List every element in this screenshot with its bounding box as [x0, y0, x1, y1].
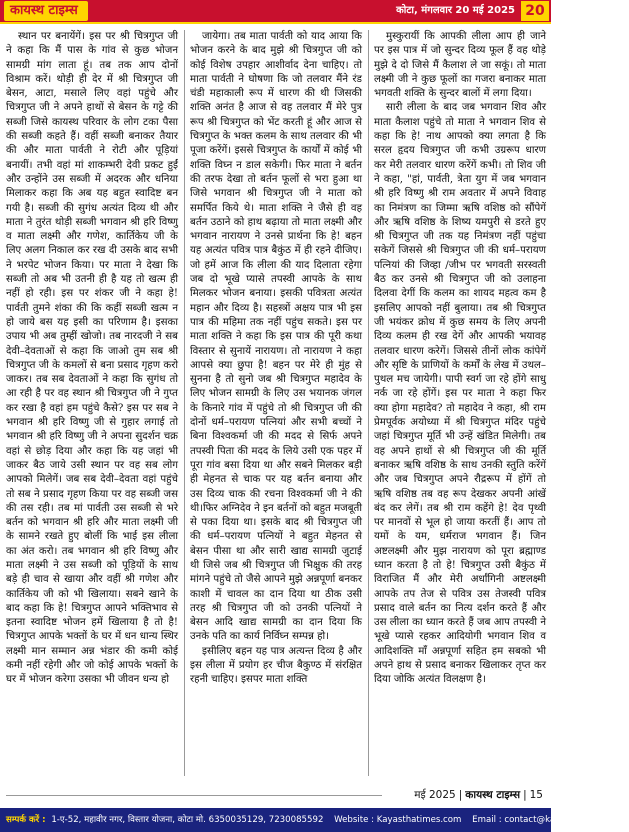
- footer-separator-2: |: [523, 789, 527, 801]
- contact-website: Website : Kayasthatimes.com: [334, 815, 462, 825]
- column-divider-1: [184, 30, 185, 776]
- date-line: कोटा, मंगलवार 20 मई 2025: [396, 5, 515, 16]
- column-3-paragraph-1: मुस्कुरायीं कि आपकी लीला आप ही जाने पर इस पात्र में जो सुन्दर दिव्य फूल हैं वह थोड़े मुझे दे दो जिसे मैं कैलाश ले जा सकूं। तो माता लक्ष्मी जी ने कुछ फूलों का गजरा बनाकर माता भगवती शक्ति के सुन्दर बालों में लगा दिया।: [374, 31, 546, 100]
- masthead-title: कायस्थ टाइम्स: [4, 1, 88, 21]
- column-2-paragraph-1: जायेगा। तब माता पार्वती को याद आया कि भोजन करने के बाद मुझे श्री चित्रगुप्त जी को कोई विशेष उपहार आशीर्वाद देना चाहिए। तो माता पार्वती ने घोषणा कि जो तलवार मैंने रंड चंडी महाकाली रूप में धारण की थी जिसकी शक्ति अनंत है आज से वह तलवार मैं मेरे पुत्र रूप श्री चित्रगुप्त को भेंट करती हूं और आज से चित्रगुप्त के भक्त कलम के साथ तलवार की भी पूजा करेंगें। इससे चित्रगुप्त के कार्यों में कोई भी शक्ति विघ्न न डाल सकेगी। फिर माता ने बर्तन की तरफ देखा तो बर्तन फूलों से भरा हुआ था जिसे भगवान श्री चित्रगुप्त जी ने माता को समर्पित किये थे। माता शक्ति ने जैसे ही वह बर्तन उठाने को हाथ बढ़ाया तो माता लक्ष्मी और भगवान नारायण ने उनसे प्रार्थना कि हे! बहन यह अत्यंत पवित्र पात्र बैकुंठ में ही रहने दीजिए। जो हमें आज कि लीला की याद दिलाता रहेगा जब दो भूखे प्यासे तपस्वी आपके के साथ मिलकर भोजन बनाया। इसकी पवित्रता अत्यंत महान और दिव्य है। सहस्त्रों अक्षय पात्र भी इस पात्र की महिमा तक नहीं पहुंच सकते। इस पर माता शक्ति ने कहा कि इस पात्र की पूरी कथा विस्तार से सुनायें नारायण। तो नारायण ने कहा आपसे क्या छुपा है! बहन पर मेरे ही मुंह से सुनना है तो सुनो जब श्री चित्रगुप्त महादेव के लिए भोजन सामग्री के लिए उस भयानक जंगल के किनारे गांव में पहुंचे तो श्री चित्रगुप्त जी की दोनों धर्म–परायण पत्नियां और सभी बच्चों ने बिना विश्वकर्मा जी की मदद से सिर्फ अपने तपस्वी पिता की मदद के लिये उसी एक पहर में पूरा गांव बसा दिया था और सबने मिलकर बड़ी ही मेहनत से चाक पर यह बर्तन बनाया और उस दिव्य चाक की रचना विश्वकर्मा जी ने की थी।फिर अग्निदेव ने इन बर्तनों को बहुत मजबूती से पका दिया था। इसके बाद श्री चित्रगुप्त जी की धर्म–परायण पत्नियों ने बहुत मेहनत से बेसन पीसा था और सारी खाद्य सामग्री जुटाई थी जिसे जब श्री चित्रगुप्त जी भिक्षुक की तरह मांगने पहुंचे तो जैसे आपने मुझे अन्नपूर्णा बनकर काशी में चावल का दान दिया था ठीक उसी तरह श्री चित्रगुप्त जी को उनकी पत्नियों ने बेसन आदि खाद्य सामग्री का दान दिया कि उनके पति का कार्य निर्विघ्न सम्पन्न हो।: [190, 31, 362, 643]
- page-footer: [414, 788, 543, 802]
- contact-label: सम्पर्क करें :: [6, 815, 46, 825]
- footer-page-number: 15: [529, 789, 543, 801]
- column-2-paragraph-2: इसीलिए बहन यह पात्र अत्यन्त दिव्य है और इस लीला में प्रयोग हर चीज बैकुण्ठ में संरक्षित रहनी चाहिए। इसपर माता शक्ति: [190, 645, 362, 686]
- footer-rule: [6, 795, 382, 796]
- contact-bar: [0, 808, 629, 832]
- footer-paper-name: कायस्थ टाइम्स: [465, 789, 521, 801]
- footer-separator: |: [458, 789, 463, 801]
- footer-month: मई 2025: [414, 789, 456, 801]
- header-divider: [0, 22, 551, 24]
- article-column-1: [6, 30, 178, 776]
- column-divider-2: [368, 30, 369, 776]
- article-column-2: [190, 30, 362, 776]
- header-page-number: 20: [521, 1, 549, 21]
- column-3-paragraph-2: सारी लीला के बाद जब भगवान शिव और माता कैलाश पहुंचे तो माता ने भगवान शिव से कहा कि हे! नाथ आपको क्या लगता है कि सरल हृदय चित्रगुप्त जी कभी उग्ररूप धारण कर मेरी तलवार धारण करेंगें कभी। तो शिव जी ने कहा, "हां, पार्वती, त्रेता युग में जब भगवान श्री हरि विष्णु श्री राम अवतार में अपने विवाह का निमंत्रण का जिम्मा ऋषि वशिष्ठ को सौंपेगें और ऋषि वशिष्ठ के शिष्य यमपुरी से डरते हुए श्री चित्रगुप्त जी तक यह निमंत्रण नहीं पहुंचा सकेगें जिससे श्री चित्रगुप्त जी की धर्म–परायण पत्नियां की जिव्हा /जीभ पर भगवती सरस्वती बैठ कर उनसे श्री चित्रगुप्त जी को उलाहना दिलवा देगीं कि कलम का शायद महत्व कम है इसलिए आपको नहीं बुलाया। तब श्री चित्रगुप्त जी भयंकर क्रोध में कुछ समय के लिए अपनी दिव्य कलम ही रख देगें और आपकी भयावह तलवार धारण करेगें। जिससे तीनों लोक कांपेगें और सृष्टि के प्राणियों के कर्मों के लेख में उथल–पुथल मच जायेगी। पापी स्वर्ग जा रहे होंगे साधु नर्क जा रहे होंगें। इस पर माता ने कहा फिर क्या होगा महादेव? तो महादेव ने कहा, श्री राम प्रेमपूर्वक अयोध्या में श्री चित्रगुप्त मंदिर पहुंचे जहां चित्रगुप्त मूर्ति भी उन्हें खंडित मिलेगी। तब वह अपने हाथों से श्री चित्रगुप्त जी की मूर्ति बनाकर ऋषि वशिष्ठ के साथ उनकी स्तुति करेंगें और जब चित्रगुप्त अपने रौद्ररूप में होंगें तो ऋषि वशिष्ठ तब वह रूप देखकर अपनी आंखें बंद कर लेगें। तब श्री राम कहेंगे हे! देव पृथ्वी पर मानवों से भूल हो जाया करतीं हैं। आप तो यमों के यम, धर्मराज भगवान हैं। जिन अष्टलक्ष्मी और मुझ नारायण को पूरा ब्रह्माण्ड ध्यान करता है तो हे! चित्रगुप्त उसी बैकुंठ में विराजित मैं और मेरी अर्धांगिनी अष्टलक्ष्मी आपके तप तेज से पवित्र उस तेजस्वी पवित्र प्रसाद वाले बर्तन का नित्य दर्शन करते हैं और उस लीला का ध्यान करते हैं जब आप तपस्वी ने भूखे प्यासे रहकर आदियोगी भगवान शिव व आदिशक्ति माँ अन्नपूर्णा सहित हम सबको भी अपने हाथ से प्रसाद बनाकर खिलाकर तृप्त कर दिया जोकि अत्यंत विलक्षण है।: [374, 102, 546, 686]
- column-1-paragraph-1: स्थान पर बनायेंगें। इस पर श्री चित्रगुप्त जी ने कहा कि मैं पास के गांव से कुछ भोजन सामग्री मांग लाता हूं। तब तक आप दोनों विश्राम करें। थोड़ी ही देर में श्री चित्रगुप्त जी बेसन, आटा, मसाले लिए वहां पहुंचे और चित्रगुप्त जी ने अपने हाथों से बेसन के गट्टे की सब्जी जिसे कायस्थ परिवार के लोग टका पैसा की सब्जी कहते हैं। वहीं सब्जी बनाकर तैयार की और माता पार्वती ने रोटी और पूड़ियां बनायीं। तभी वहां मां शाकम्भरी देवी प्रकट हुईं और उन्होंने उस सब्जी में अदरक और धनिया मिलाकर कहा कि अब यह बहुत स्वादिष्ट बन गयी है। सब्जी की सुगंध अत्यंत दिव्य थी और माता ने तुरंत थोड़ी सब्जी भगवान श्री हरि विष्णु व माता लक्ष्मी और गणेश, कार्तिकेय जी के लिए अलग निकाल कर रख दी उसके बाद सभी ने भरपेट भोजन किया। पर माता ने देखा कि सब्जी तो अब भी उतनी ही है यह तो खत्म ही नहीं हो रही। इस पर शंकर जी ने कहा हे! पार्वती तुमने शंका की कि कहीं सब्जी खत्म न हो जाये बस यह इसी का परिणाम है। इसका उपाय भी अब तुम्हीं खोजो। तब नारदजी ने सब देवी–देवताओं से कहा कि जाओ तुम सब श्री चित्रगुप्त जी के कमलों से बना प्रसाद गृहण करो जाकर। तब सब देवताओं ने कहा कि सुगंध तो आ रही है पर वह स्थान श्री चित्रगुप्त जी ने गुप्त कर रखा है वहां हम पहुंचे कैसे? इस पर सब ने भगवान श्री हरि विष्णु जी से गुहार लगाई तो भगवान श्री हरि विष्णु जी ने अपना सुदर्शन चक्र वहां से छोड़ दिया और कहा कि यह जहां भी जाकर बैठ जाये उसी स्थान पर वह सब लोग आपको मिलेगें। जब सब देवी–देवता वहां पहुंचे तो सब ने प्रसाद गृहण किया पर वह सब्जी जस की तस रही। तब मां पार्वती उस सब्जी से भरे बर्तन को भगवान श्री हरि और माता लक्ष्मी जी के सामने रखते हुए बोलीं कि भाई इस लीला का अंत करो। तब भगवान श्री हरि विष्णु और माता लक्ष्मी ने उस सब्जी को पूड़ियों के साथ बड़े ही चाव से खाया और वहीं श्री गणेश और कार्तिकेय जी को भी खिलाया। सबने खाने के बाद कहा कि हे! चित्रगुप्त आपने भक्तिभाव से इतना स्वादिष्ट भोजन हमें खिलाया है तो है! चित्रगुप्त आपके भक्तों के घर में धन धान्य स्थिर लक्ष्मी मान सम्मान अन्न भंडार की कमी कोई कमी नहीं रहेगी और जो कोई आपके भक्तों के घर में भोजन करेगा उसका भी जीवन धन्य हो: [6, 31, 178, 686]
- article-column-3: [374, 30, 546, 776]
- contact-address: 1-ए-52, महावीर नगर, विस्तार योजना, कोटा मो. 6350035129, 7230085592: [51, 815, 324, 825]
- page-header: [0, 0, 551, 22]
- contact-email: Email : contact@kayasthatimes.com: [472, 815, 629, 825]
